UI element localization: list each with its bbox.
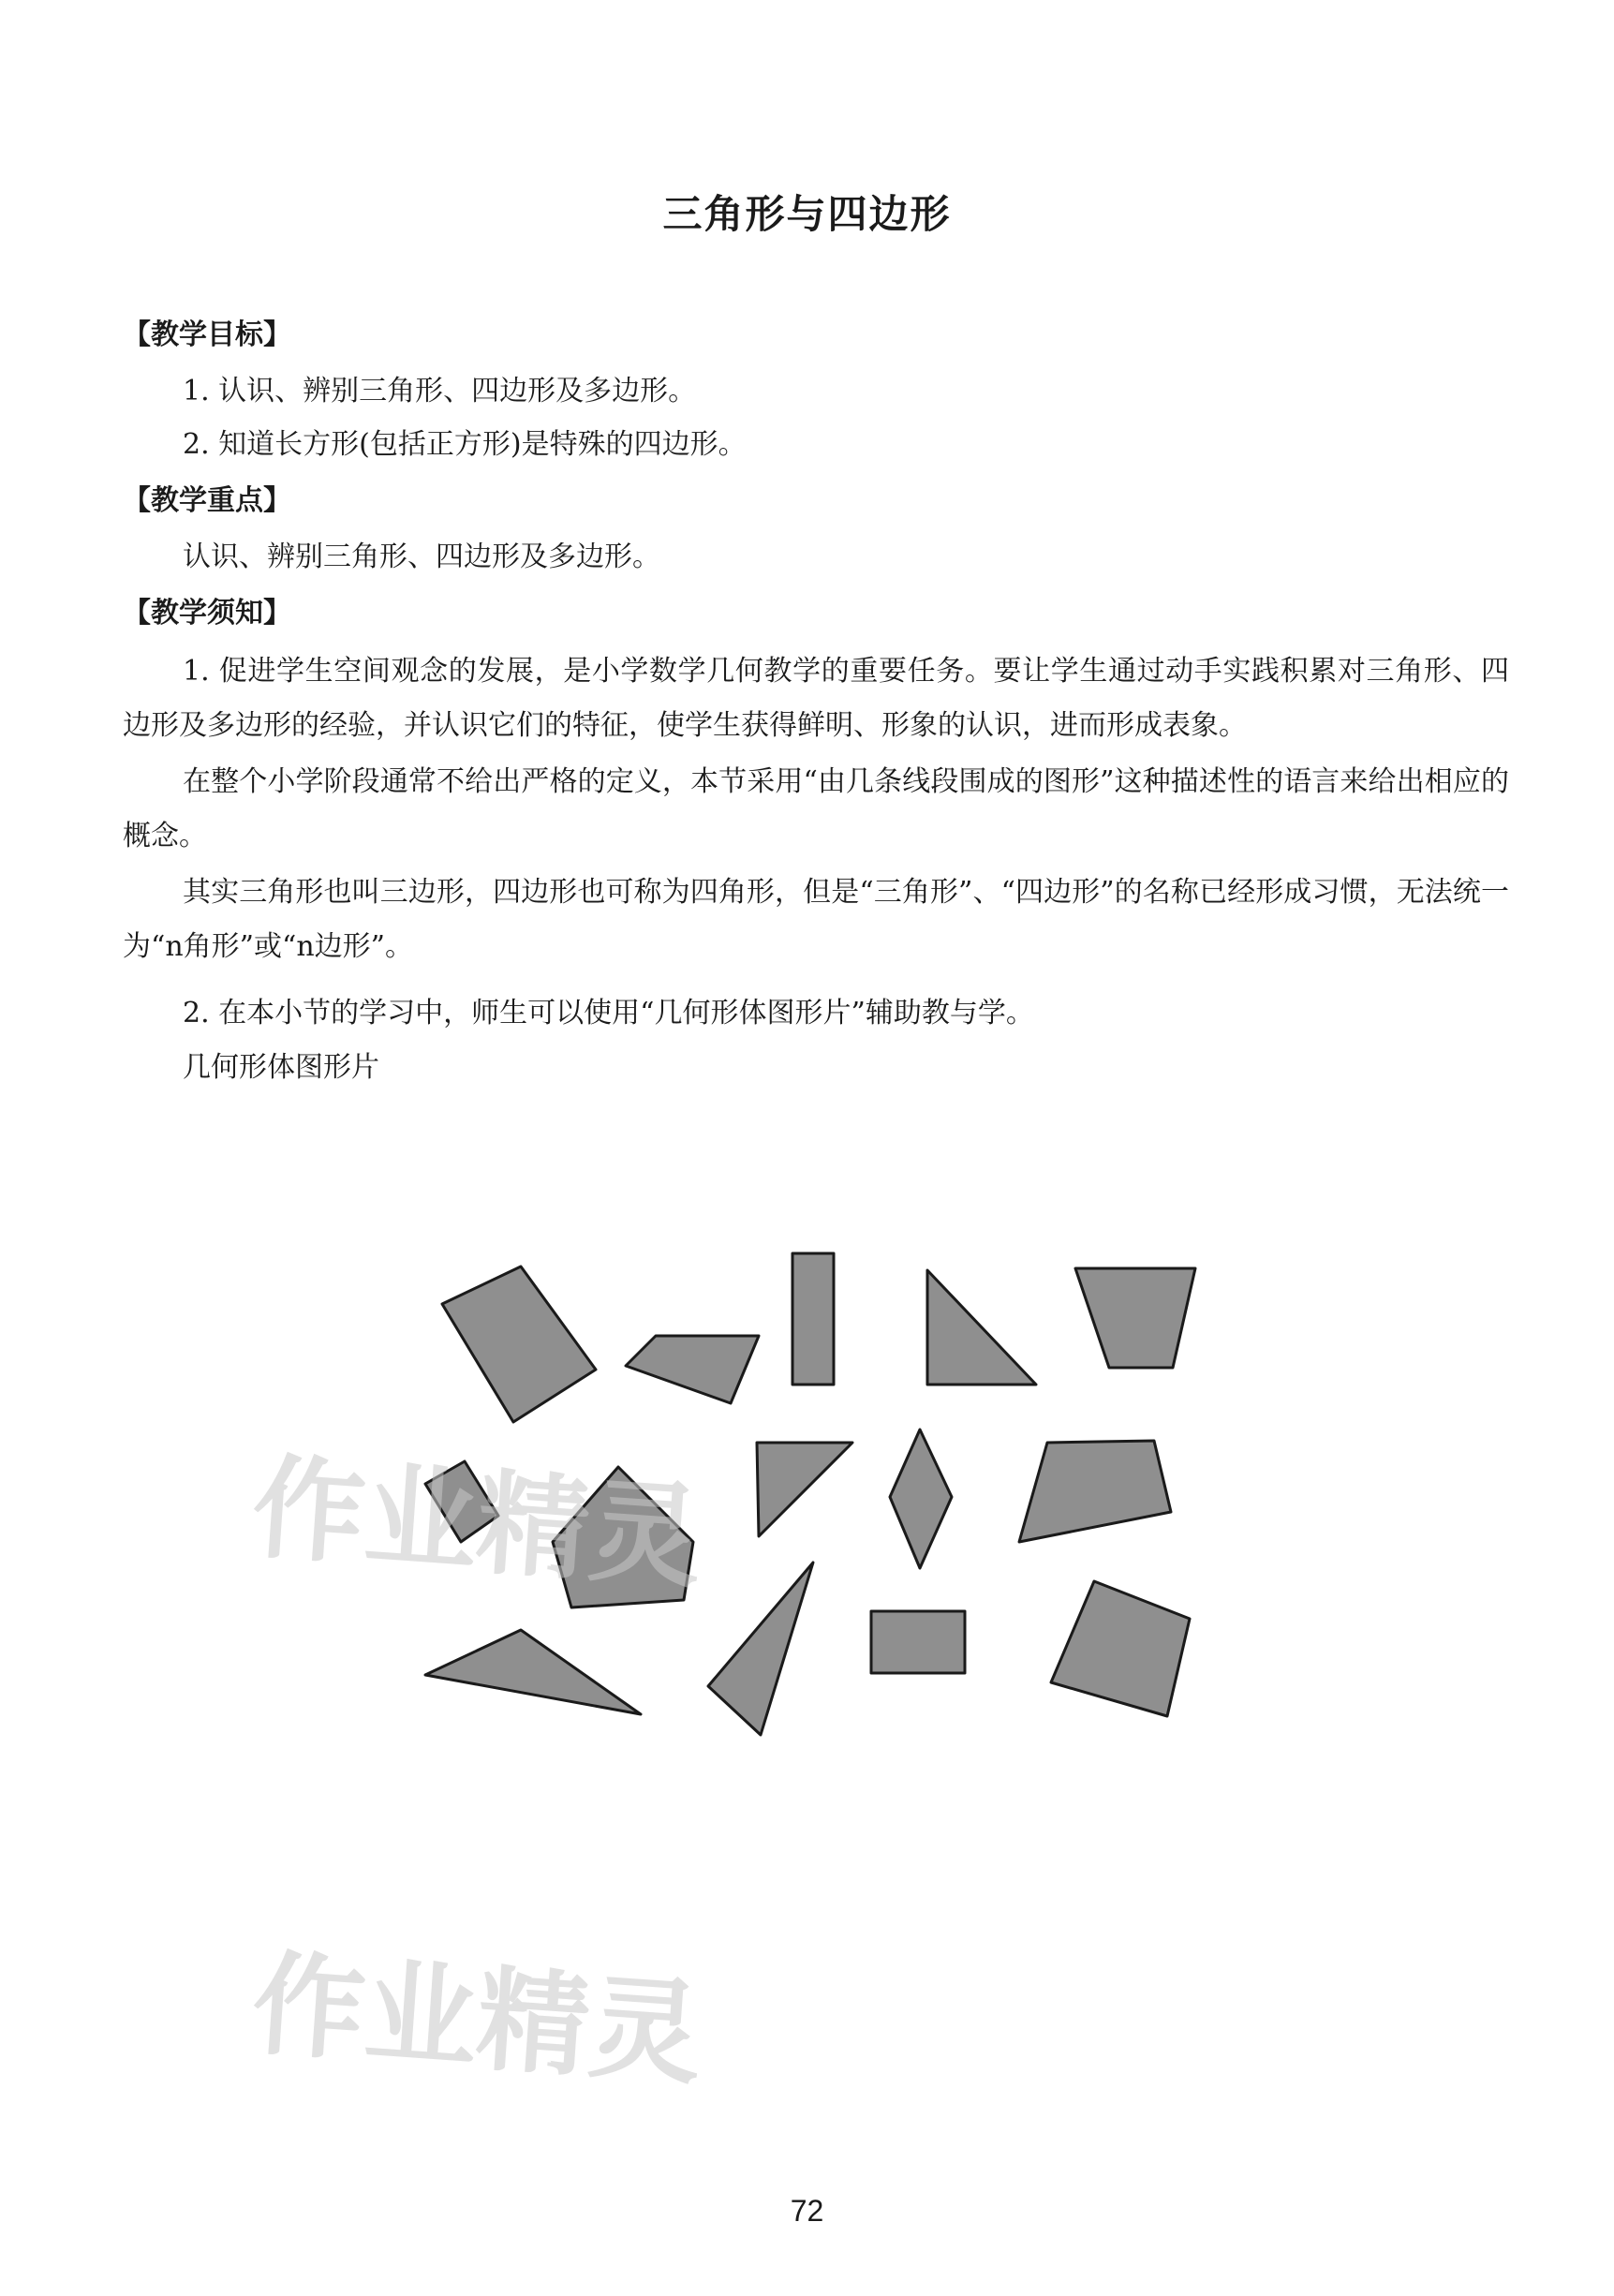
shape-acute-triangle (708, 1563, 813, 1735)
page-title: 三角形与四边形 (662, 191, 952, 237)
focus-text: 认识、辨别三角形、四边形及多边形。 (183, 541, 660, 573)
watermark-upper: 作业精灵 (248, 1443, 706, 1605)
shape-rectangle-tilted (442, 1267, 596, 1422)
notes-heading: 【教学须知】 (123, 597, 291, 630)
goal-item-1: 1. 认识、辨别三角形、四边形及多边形。 (183, 375, 697, 407)
shape-rhombus (890, 1429, 952, 1568)
shape-parallelogram (626, 1336, 759, 1403)
shape-tall-rectangle (792, 1253, 834, 1385)
shape-triangle-down (757, 1443, 852, 1536)
shape-trapezoid (1075, 1268, 1195, 1368)
figure-caption: 几何形体图形片 (183, 1051, 379, 1084)
goals-heading: 【教学目标】 (123, 318, 291, 351)
shape-rectangle-small (871, 1611, 965, 1673)
shape-square-tilted (1051, 1581, 1190, 1716)
shape-quadrilateral (1019, 1441, 1171, 1542)
shape-obtuse-triangle (425, 1630, 641, 1714)
note-paragraph-1: 1. 促进学生空间观念的发展，是小学数学几何教学的重要任务。要让学生通过动手实践积累对三角形、四边形及多边形的经验，并认识它们的特征，使学生获得鲜明、形象的认识，进而形成表象。 (123, 655, 1509, 742)
note-paragraph-1b: 在整个小学阶段通常不给出严格的定义，本节采用“由几条线段围成的图形”这种描述性的语言来给出相应的概念。 (123, 765, 1509, 852)
watermark-lower: 作业精灵 (248, 1939, 706, 2101)
note-item-2: 2. 在本小节的学习中，师生可以使用“几何形体图形片”辅助教与学。 (183, 997, 1034, 1029)
shape-right-triangle (927, 1270, 1036, 1385)
page-number: 72 (790, 2194, 824, 2228)
focus-heading: 【教学重点】 (123, 484, 291, 517)
goal-item-2: 2. 知道长方形(包括正方形)是特殊的四边形。 (183, 428, 747, 461)
note-paragraph-1c: 其实三角形也叫三边形，四边形也可称为四角形，但是“三角形”、“四边形”的名称已经形成习惯，无法统一为“n角形”或“n边形”。 (123, 876, 1509, 963)
